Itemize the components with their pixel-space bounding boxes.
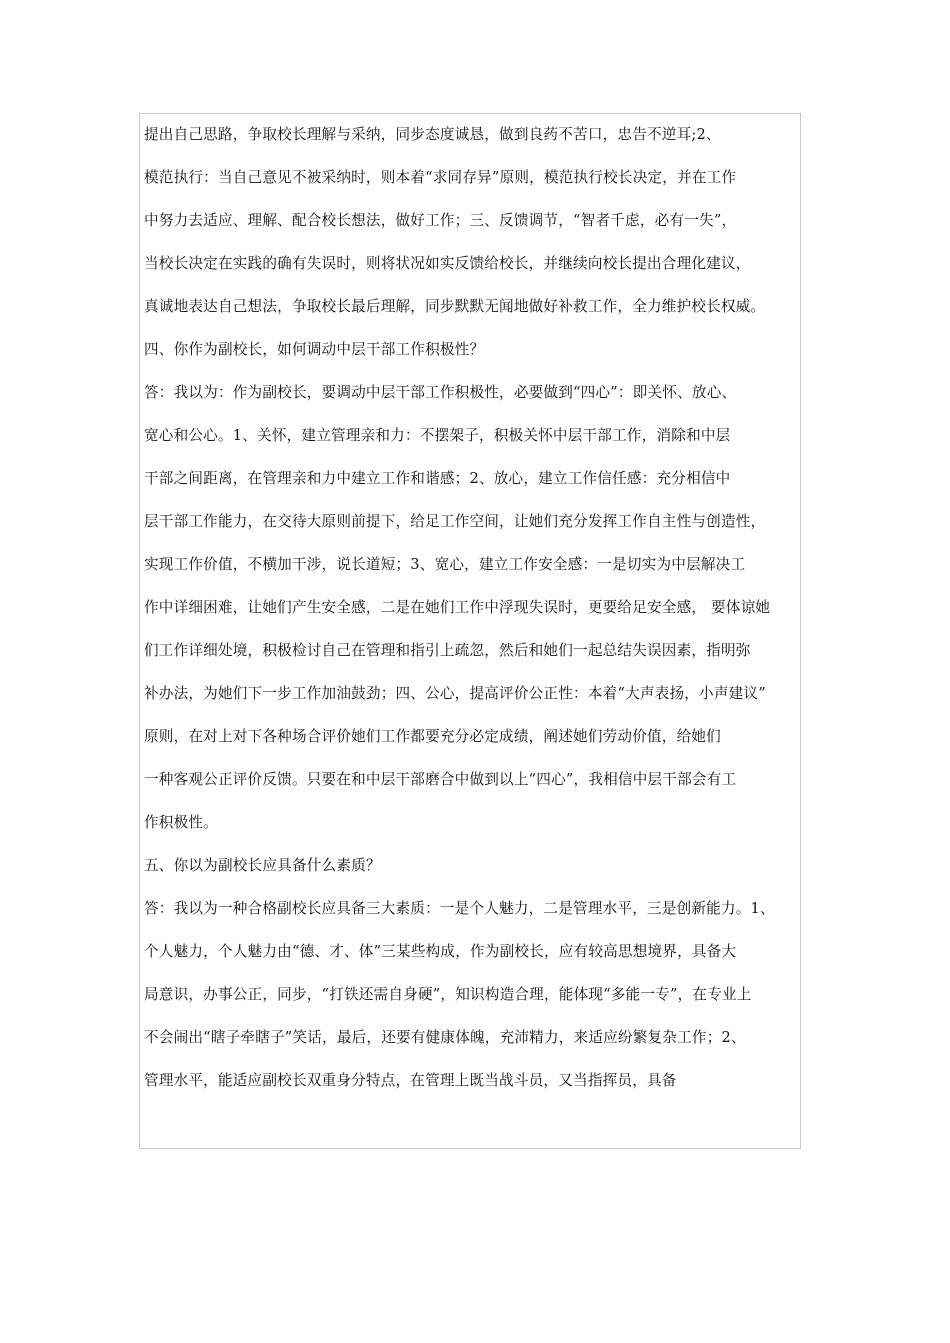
- text-line: 答：我以为：作为副校长，要调动中层干部工作积极性，必要做到“四心”：即关怀、放心、: [144, 384, 737, 401]
- text-line: 局意识，办事公正，同步，“打铁还需自身硬”，知识构造合理，能体现“多能一专”，在专业上: [144, 986, 752, 1003]
- text-line: 中努力去适应、理解、配合校长想法，做好工作；三、反馈调节，“智者千虑，必有一失”，: [144, 212, 737, 229]
- text-line: 提出自己思路，争取校长理解与采纳，同步态度诚恳，做到良药不苦口，忠告不逆耳;2、: [144, 126, 721, 143]
- text-line: 补办法，为她们下一步工作加油鼓劲；四、公心，提高评价公正性：本着“大声表扬，小声建议”: [144, 685, 766, 702]
- text-line: 原则，在对上对下各种场合评价她们工作都要充分必定成绩，阐述她们劳动价值，给她们: [144, 728, 721, 745]
- text-line: 作积极性。: [144, 814, 218, 831]
- text-line: 答：我以为一种合格副校长应具备三大素质：一是个人魅力，二是管理水平，三是创新能力。1、: [144, 900, 775, 917]
- text-line: 真诚地表达自己想法，争取校长最后理解，同步默默无闻地做好补救工作，全力维护校长权威。: [144, 298, 766, 315]
- text-line: 宽心和公心。1、关怀，建立管理亲和力：不摆架子，积极关怀中层干部工作，消除和中层: [144, 427, 731, 444]
- text-line: 干部之间距离，在管理亲和力中建立工作和谐感；2、放心，建立工作信任感：充分相信中: [144, 470, 731, 487]
- text-line: 实现工作价值，不横加干涉，说长道短；3、宽心，建立工作安全感：一是切实为中层解决工: [144, 556, 746, 573]
- text-line: 不会闹出“瞎子牵瞎子”笑话，最后，还要有健康体魄，充沛精力，来适应纷繁复杂工作；2、: [144, 1029, 746, 1046]
- text-line: 管理水平，能适应副校长双重身分特点，在管理上既当战斗员，又当指挥员，具备: [144, 1072, 677, 1089]
- text-line: 个人魅力，个人魅力由“德、才、体”三某些构成，作为副校长，应有较高思想境界，具备大: [144, 943, 737, 960]
- text-line: 当校长决定在实践的确有失误时，则将状况如实反馈给校长，并继续向校长提出合理化建议，: [144, 255, 751, 272]
- text-line: 们工作详细处境，积极检讨自己在管理和指引上疏忽，然后和她们一起总结失误因素，指明弥: [144, 642, 751, 659]
- question-heading: 四、你作为副校长，如何调动中层干部工作积极性？: [144, 341, 485, 358]
- text-line: 作中详细困难，让她们产生安全感，二是在她们工作中浮现失误时，更要给足安全感， 要体谅她: [144, 599, 771, 616]
- document-body: [144, 120, 824, 1109]
- text-line: 层干部工作能力，在交待大原则前提下，给足工作空间，让她们充分发挥工作自主性与创造性，: [144, 513, 766, 530]
- question-heading: 五、你以为副校长应具备什么素质？: [144, 857, 381, 874]
- text-line: 一种客观公正评价反馈。只要在和中层干部磨合中做到以上“四心”，我相信中层干部会有工: [144, 771, 737, 788]
- text-line: 模范执行：当自己意见不被采纳时，则本着“求同存异”原则，模范执行校长决定，并在工作: [144, 169, 737, 186]
